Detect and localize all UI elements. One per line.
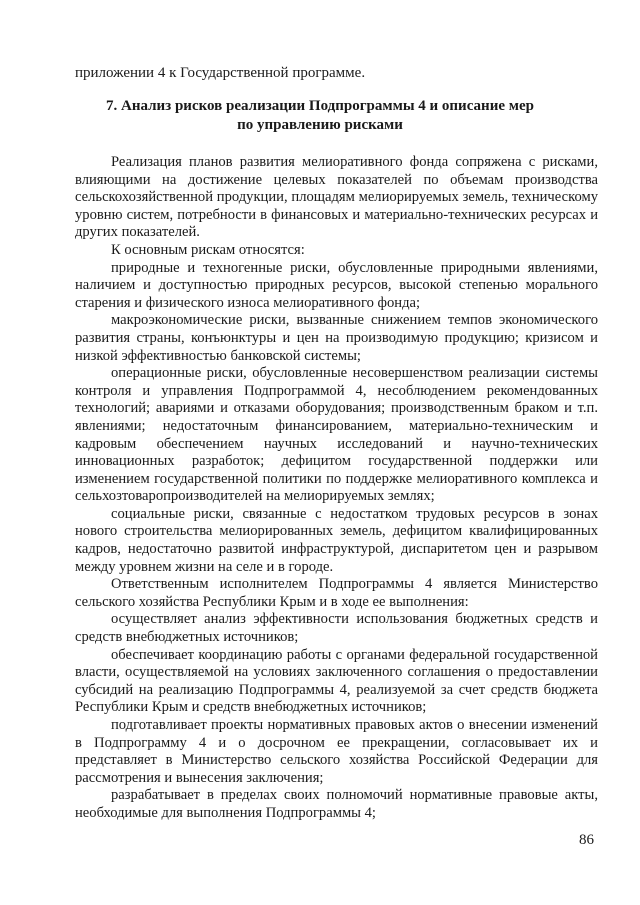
section-heading-line-1: 7. Анализ рисков реализации Подпрограммы 4 и описание мер [106,98,534,114]
paragraph: Ответственным исполнителем Подпрограммы 4 является Министерство сельского хозяйства Республики Крым и в ходе ее выполнения: [75,576,598,610]
paragraph: осуществляет анализ эффективности использования бюджетных средств и средств внебюджетных источников; [75,611,598,646]
continuation-line: приложении 4 к Государственной программе. [75,65,366,81]
paragraph: природные и техногенные риски, обусловленные природными явлениями, наличием и доступностью природных ресурсов, высокой степенью морального старения и физического износа мелиоративного фонда; [75,259,598,311]
body-text [75,154,598,823]
section-heading-line-2: по управлению рисками [237,117,403,133]
paragraph: социальные риски, связанные с недостатком трудовых ресурсов в зонах нового строительства мелиорированных земель, дефицитом квалифицированных кадров, недостаточно развитой инфраструктурой, диспаритетом цен и разрывом между уровнем жизни на селе и в городе. [75,505,598,575]
section-heading [0,97,640,135]
page-number: 86 [579,832,594,848]
paragraph: К основным рискам относятся: [111,241,305,258]
paragraph: разрабатывает в пределах своих полномочий нормативные правовые акты, необходимые для выполнения Подпрограммы 4; [75,787,598,821]
paragraph: Реализация планов развития мелиоративного фонда сопряжена с рисками, влияющими на достижение целевых показателей по объемам производства сельскохозяйственной продукции, площадям мелиорируемых земель, техническому уровню систем, потребности в финансовых и материально-технических ресурсах и других показателей. [75,154,598,241]
paragraph: операционные риски, обусловленные несовершенством реализации системы контроля и управления Подпрограммой 4, несоблюдением рекомендованных технологий; авариями и отказами оборудования; производственным браком и т.п. явлениями; недостаточным финансированием, материально-техническим и кадровым обеспечением научных исследований и научно-технических инновационных разработок; дефицитом государственной поддержки или изменением государственной политики по поддержке мелиоративного комплекса и сельхозтоваропроизводителей на мелиорируемых землях; [75,365,598,505]
paragraph: обеспечивает координацию работы с органами федеральной государственной власти, осуществляемой на условиях заключенного соглашения о предоставлении субсидий на реализацию Подпрограммы 4, реализуемой за счет средств бюджета Республики Крым и средств внебюджетных источников; [75,646,598,716]
paragraph: подготавливает проекты нормативных правовых актов о внесении изменений в Подпрограмму 4 и о досрочном ее прекращении, согласовывает их и представляет в Министерство сельского хозяйства Российской Федерации для рассмотрения и вынесения заключения; [75,717,598,786]
paragraph: макроэкономические риски, вызванные снижением темпов экономического развития страны, конъюнктуры и цен на производимую продукцию; кризисом и низкой эффективностью банковской системы; [75,312,598,364]
